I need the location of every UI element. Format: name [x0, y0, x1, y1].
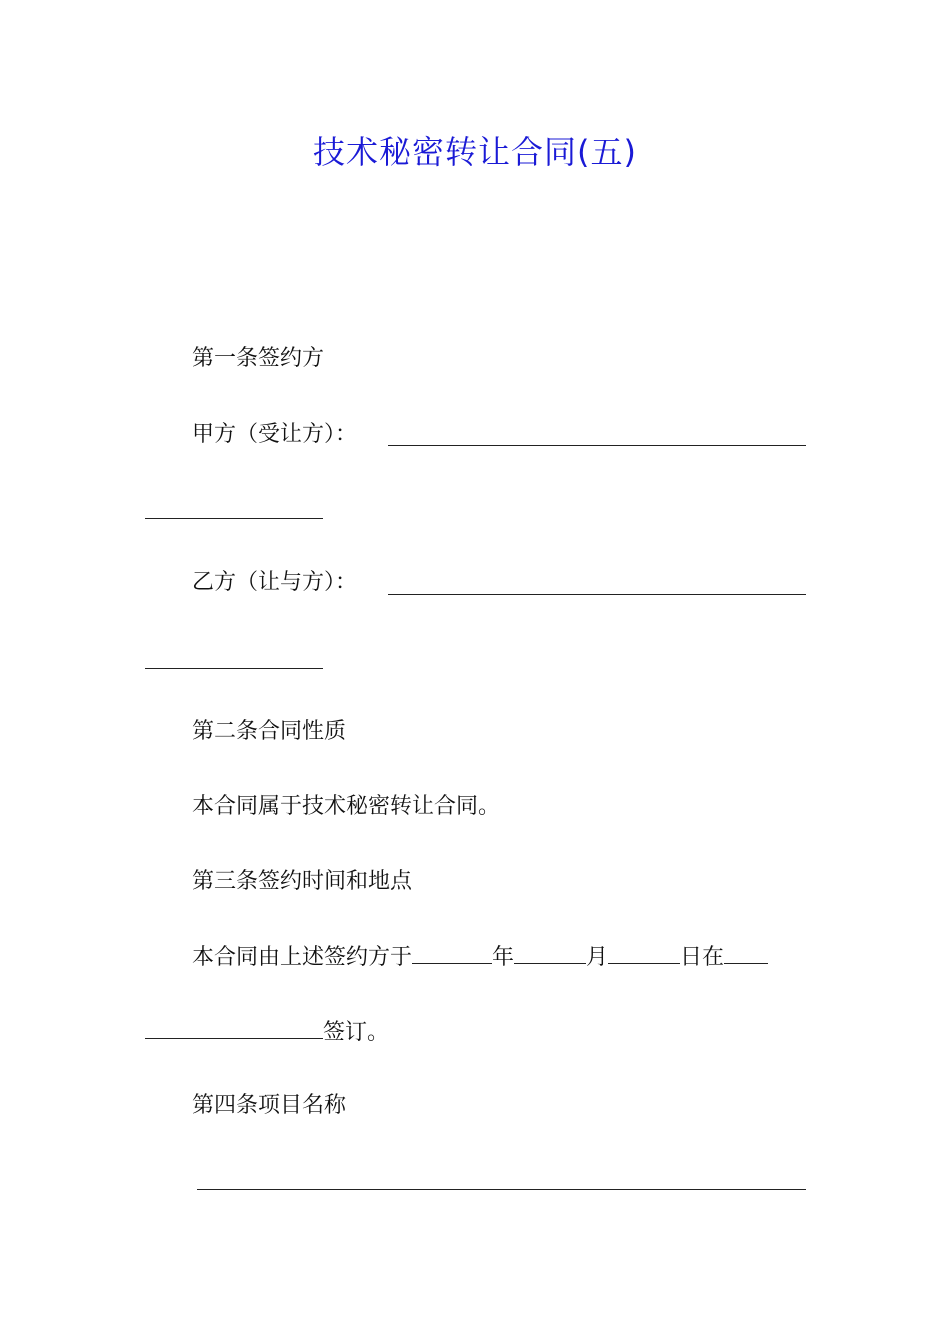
- article-3-body-prefix: 本合同由上述签约方于: [192, 945, 413, 970]
- article-3-heading: 第三条签约时间和地点: [192, 869, 413, 894]
- day-at-label: 日在: [680, 945, 725, 970]
- article-1-heading: 第一条签约方: [192, 346, 325, 371]
- article-3-body-line-2: [145, 1016, 389, 1048]
- party-a-blank-continued: [145, 518, 323, 519]
- place-blank-continued: [145, 1016, 323, 1039]
- article-2-body: 本合同属于技术秘密转让合同。: [192, 794, 501, 819]
- party-a-label: 甲方（受让方）：: [192, 422, 358, 447]
- party-b-blank-continued: [145, 668, 323, 669]
- party-b-blank: [388, 594, 806, 595]
- article-3-body-line-1: [192, 941, 768, 973]
- day-blank: [608, 941, 680, 964]
- party-b-row: [192, 568, 357, 598]
- place-blank: [724, 941, 768, 964]
- party-b-label: 乙方（让与方）：: [192, 570, 358, 595]
- year-label: 年: [492, 945, 515, 970]
- party-a-row: [192, 420, 357, 450]
- party-a-blank: [388, 445, 806, 446]
- project-name-blank: [197, 1189, 806, 1190]
- article-4-heading: 第四条项目名称: [192, 1093, 347, 1118]
- year-blank: [412, 941, 492, 964]
- document-title: 技术秘密转让合同(五): [313, 133, 637, 171]
- month-label: 月: [586, 945, 609, 970]
- article-2-heading: 第二条合同性质: [192, 719, 347, 744]
- signed-label: 签订。: [323, 1020, 390, 1045]
- month-blank: [514, 941, 586, 964]
